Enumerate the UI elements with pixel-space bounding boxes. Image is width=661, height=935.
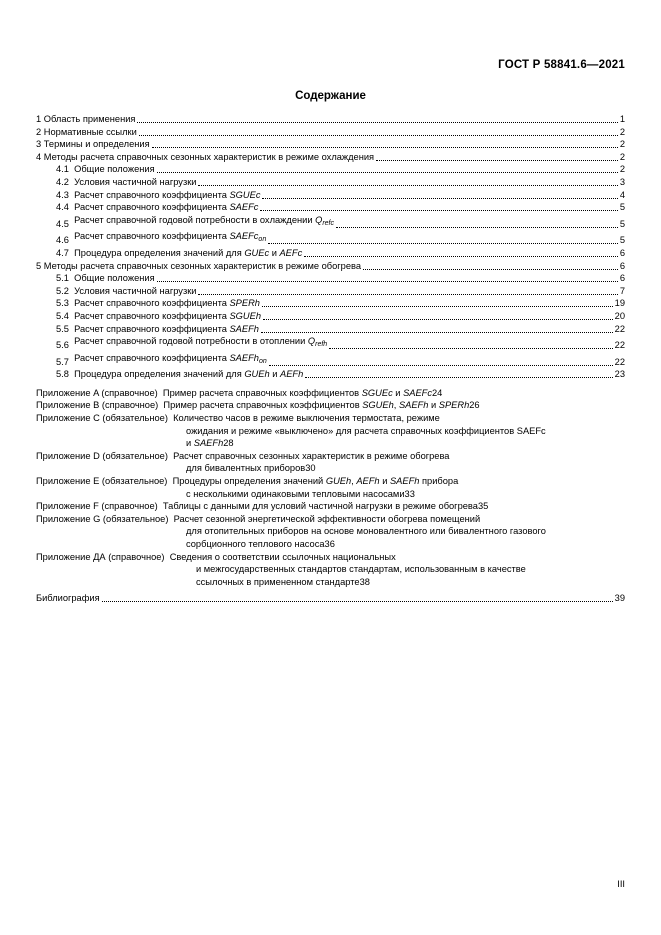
toc-annex-entry[interactable] [36, 412, 625, 450]
toc-entry-number: 4.2 [56, 176, 69, 187]
toc-entry-bibliography[interactable] [36, 592, 625, 605]
annex-label: Приложение D (обязательное) [36, 450, 168, 461]
annex-text-cont: с несколькими одинаковыми тепловыми насосами [186, 488, 405, 499]
toc-entry-label: Расчет справочного коэффициента SAEFh$_{on}$ [68, 352, 267, 365]
annex-text-cont: и SAEFh [186, 438, 224, 449]
annex-text-cont: и межгосударственных стандартов стандартам, использованным в качестве [196, 564, 526, 575]
toc-entry-page: 6 [619, 273, 625, 284]
annex-page: 33 [404, 488, 415, 499]
toc-annex-entry[interactable] [36, 513, 625, 551]
toc-entry[interactable] [36, 138, 625, 151]
toc-entry-page: 1 [619, 114, 625, 124]
toc-entry-label: Методы расчета справочных сезонных характеристик в режиме обогрева [43, 260, 362, 271]
toc-entry-page: 5 [619, 218, 625, 229]
toc-entry-label: Расчет справочного коэффициента SGUEh [68, 310, 262, 321]
annex-text: Сведения о соответствии ссылочных национальных [169, 551, 396, 562]
toc-entry[interactable] [56, 163, 625, 176]
toc-entry-page: 23 [614, 369, 625, 380]
toc-entry-number: 4.6 [56, 235, 69, 246]
annex-label: Приложение C (обязательное) [36, 413, 168, 424]
toc-entry-label: Расчет справочной годовой потребности в отоплении $Q_{refh}$ [68, 336, 328, 349]
toc-entry-page: 5 [619, 235, 625, 246]
toc-entry-label: Расчет справочного коэффициента SAEFh [68, 323, 259, 334]
dot-leader [137, 121, 617, 123]
toc-entry-label: Условия частичной нагрузки [74, 176, 197, 187]
toc-entry[interactable] [56, 297, 625, 310]
toc-entry-number: 4.5 [56, 218, 69, 229]
toc-entry-number: 5.8 [56, 369, 69, 380]
toc-entry[interactable] [56, 189, 625, 202]
dot-leader [157, 280, 618, 282]
annex-label: Приложение E (обязательное) [36, 476, 168, 487]
toc-entry-label: Нормативные ссылки [43, 126, 137, 137]
toc-entry-number: 5.6 [56, 340, 69, 351]
toc-entry-number: 4.1 [56, 164, 69, 175]
toc-entry-label: Методы расчета справочных сезонных характеристик в режиме охлаждения [43, 151, 375, 162]
dot-leader [262, 305, 613, 307]
annex-text: Расчет сезонной энергетической эффективности обогрева помещений [173, 513, 481, 524]
annex-label: Приложение G (обязательное) [36, 513, 169, 524]
annex-text: Пример расчета справочных коэффициентов SGUEh, SAEFh и SPERh [158, 400, 470, 411]
annex-page: 30 [305, 463, 316, 474]
toc-entry-page: 2 [619, 139, 625, 150]
toc-entry[interactable] [56, 176, 625, 189]
toc-entry-label: Расчет справочного коэффициента SAEFc [68, 202, 259, 213]
toc-entry-label: Область применения [43, 114, 136, 124]
dot-leader [376, 159, 618, 161]
toc-annex-entry[interactable] [36, 500, 625, 513]
dot-leader [305, 376, 612, 378]
toc-entry-number: 5 [36, 260, 42, 271]
annex-page: 24 [432, 387, 443, 398]
toc-entry-page: 19 [614, 298, 625, 309]
toc-annex-entry[interactable] [36, 450, 625, 475]
dot-leader [157, 171, 618, 173]
toc-entry[interactable] [56, 323, 625, 336]
toc-entry-page: 5 [619, 202, 625, 213]
dot-leader [363, 268, 618, 270]
toc-entry-number: 2 [36, 126, 42, 137]
toc-entry-number: 4 [36, 151, 42, 162]
toc-entry[interactable] [56, 247, 625, 260]
page-number: III [617, 879, 625, 889]
toc-entry-page: 3 [619, 176, 625, 187]
bibliography-page: 39 [614, 593, 625, 604]
dot-leader [260, 209, 617, 211]
toc-entry-page: 2 [619, 151, 625, 162]
toc-entry-label: Расчет справочной годовой потребности в охлаждении $Q_{refc}$ [68, 214, 334, 227]
annex-page: 26 [469, 400, 480, 411]
annex-label: Приложение B (справочное) [36, 400, 159, 411]
toc-entry-label: Общие положения [74, 164, 155, 175]
toc-entry-label: Процедура определения значений для GUEc и AEFc [68, 247, 303, 258]
table-of-contents [36, 113, 625, 605]
toc-entry-page: 6 [619, 247, 625, 258]
toc-entry-page: 22 [614, 356, 625, 367]
toc-entry-number: 3 [36, 139, 42, 150]
dot-leader [304, 255, 618, 257]
toc-entry-number: 5.7 [56, 356, 69, 367]
toc-entry-page: 7 [619, 285, 625, 296]
standard-designation: ГОСТ Р 58841.6—2021 [498, 59, 625, 71]
toc-entry-page: 2 [619, 126, 625, 137]
toc-entry[interactable] [36, 126, 625, 139]
dot-leader [336, 226, 618, 228]
toc-entry-number: 5.5 [56, 323, 69, 334]
toc-entry[interactable] [56, 352, 625, 369]
toc-entry-number: 4.3 [56, 189, 69, 200]
toc-entry[interactable] [56, 285, 625, 298]
dot-leader [261, 331, 613, 333]
toc-entry-number: 4.4 [56, 202, 69, 213]
toc-entry-page: 22 [614, 323, 625, 334]
toc-annex-entry[interactable] [36, 399, 625, 412]
dot-leader [269, 364, 613, 366]
toc-entry-number: 5.2 [56, 285, 69, 296]
dot-leader [329, 347, 612, 349]
annex-label: Приложение F (справочное) [36, 501, 158, 512]
toc-entry[interactable] [56, 230, 625, 247]
dot-leader [262, 197, 617, 199]
page-title: Содержание [295, 90, 366, 102]
toc-entry-label: Расчет справочного коэффициента SPERh [68, 298, 260, 309]
annex-text-cont: для бивалентных приборов [186, 463, 306, 474]
dot-leader [198, 184, 617, 186]
toc-entry-label: Общие положения [74, 273, 155, 284]
dot-leader [268, 242, 618, 244]
toc-entry-number: 5.4 [56, 310, 69, 321]
annex-text: Процедуры определения значений GUEh, AEFh и SAEFh прибора [167, 476, 459, 487]
dot-leader [152, 146, 618, 148]
annex-page: 38 [359, 576, 370, 587]
toc-entry[interactable] [36, 260, 625, 273]
bibliography-label: Библиография [36, 593, 100, 604]
toc-entry[interactable] [56, 335, 625, 352]
annex-text-cont: ожидания и режиме «выключено» для расчета справочных коэффициентов SAEFc [186, 425, 546, 436]
dot-leader [102, 600, 613, 602]
toc-entry[interactable] [56, 310, 625, 323]
toc-entry-page: 20 [614, 310, 625, 321]
annex-page: 28 [223, 438, 234, 449]
annex-text: Пример расчета справочных коэффициентов SGUEc и SAEFc [157, 387, 433, 398]
annex-page: 35 [477, 501, 489, 512]
toc-entry-number: 4.7 [56, 247, 69, 258]
toc-entry-label: Расчет справочного коэффициента SGUEc [68, 189, 261, 200]
annex-text: Расчет справочных сезонных характеристик в режиме обогрева [173, 450, 450, 461]
annex-label: Приложение A (справочное) [36, 387, 158, 398]
toc-entry[interactable] [36, 151, 625, 164]
toc-entry[interactable] [56, 214, 625, 231]
annex-text: Таблицы с данными для условий частичной нагрузки в режиме обогрева [162, 501, 478, 512]
toc-entry-label: Расчет справочного коэффициента SAEFc$_{on}$ [68, 231, 267, 244]
annex-text-cont: ссылочных в примененном стандарте [196, 576, 360, 587]
toc-entry-label: Условия частичной нагрузки [74, 285, 197, 296]
dot-leader [263, 318, 613, 320]
toc-entry-number: 5.1 [56, 273, 69, 284]
toc-entry-page: 6 [619, 260, 625, 271]
toc-entry[interactable] [36, 113, 625, 126]
toc-entry-number: 1 [36, 114, 42, 124]
annex-label: Приложение ДА (справочное) [36, 551, 165, 562]
toc-annex-entry[interactable] [36, 475, 625, 500]
toc-entry-label: Процедура определения значений для GUEh и AEFh [68, 369, 304, 380]
toc-entry-label: Термины и определения [43, 139, 150, 150]
toc-entry-page: 2 [619, 164, 625, 175]
toc-entry-page: 22 [614, 340, 625, 351]
toc-entry[interactable] [56, 201, 625, 214]
annex-text-cont: сорбционного теплового насоса [186, 539, 325, 549]
dot-leader [139, 134, 618, 136]
annex-page: 36 [324, 539, 335, 549]
toc-entry-number: 5.3 [56, 298, 69, 309]
toc-entry[interactable] [56, 272, 625, 285]
dot-leader [198, 293, 617, 295]
annex-text: Количество часов в режиме выключения термостата, режиме [173, 413, 440, 424]
toc-annex-entry[interactable] [36, 387, 625, 400]
toc-entry-page: 4 [619, 189, 625, 200]
annex-text-cont: для отопительных приборов на основе моновалентного или бивалентного газового [186, 526, 546, 537]
toc-annex-entry[interactable] [36, 551, 625, 589]
toc-entry[interactable] [56, 368, 625, 381]
